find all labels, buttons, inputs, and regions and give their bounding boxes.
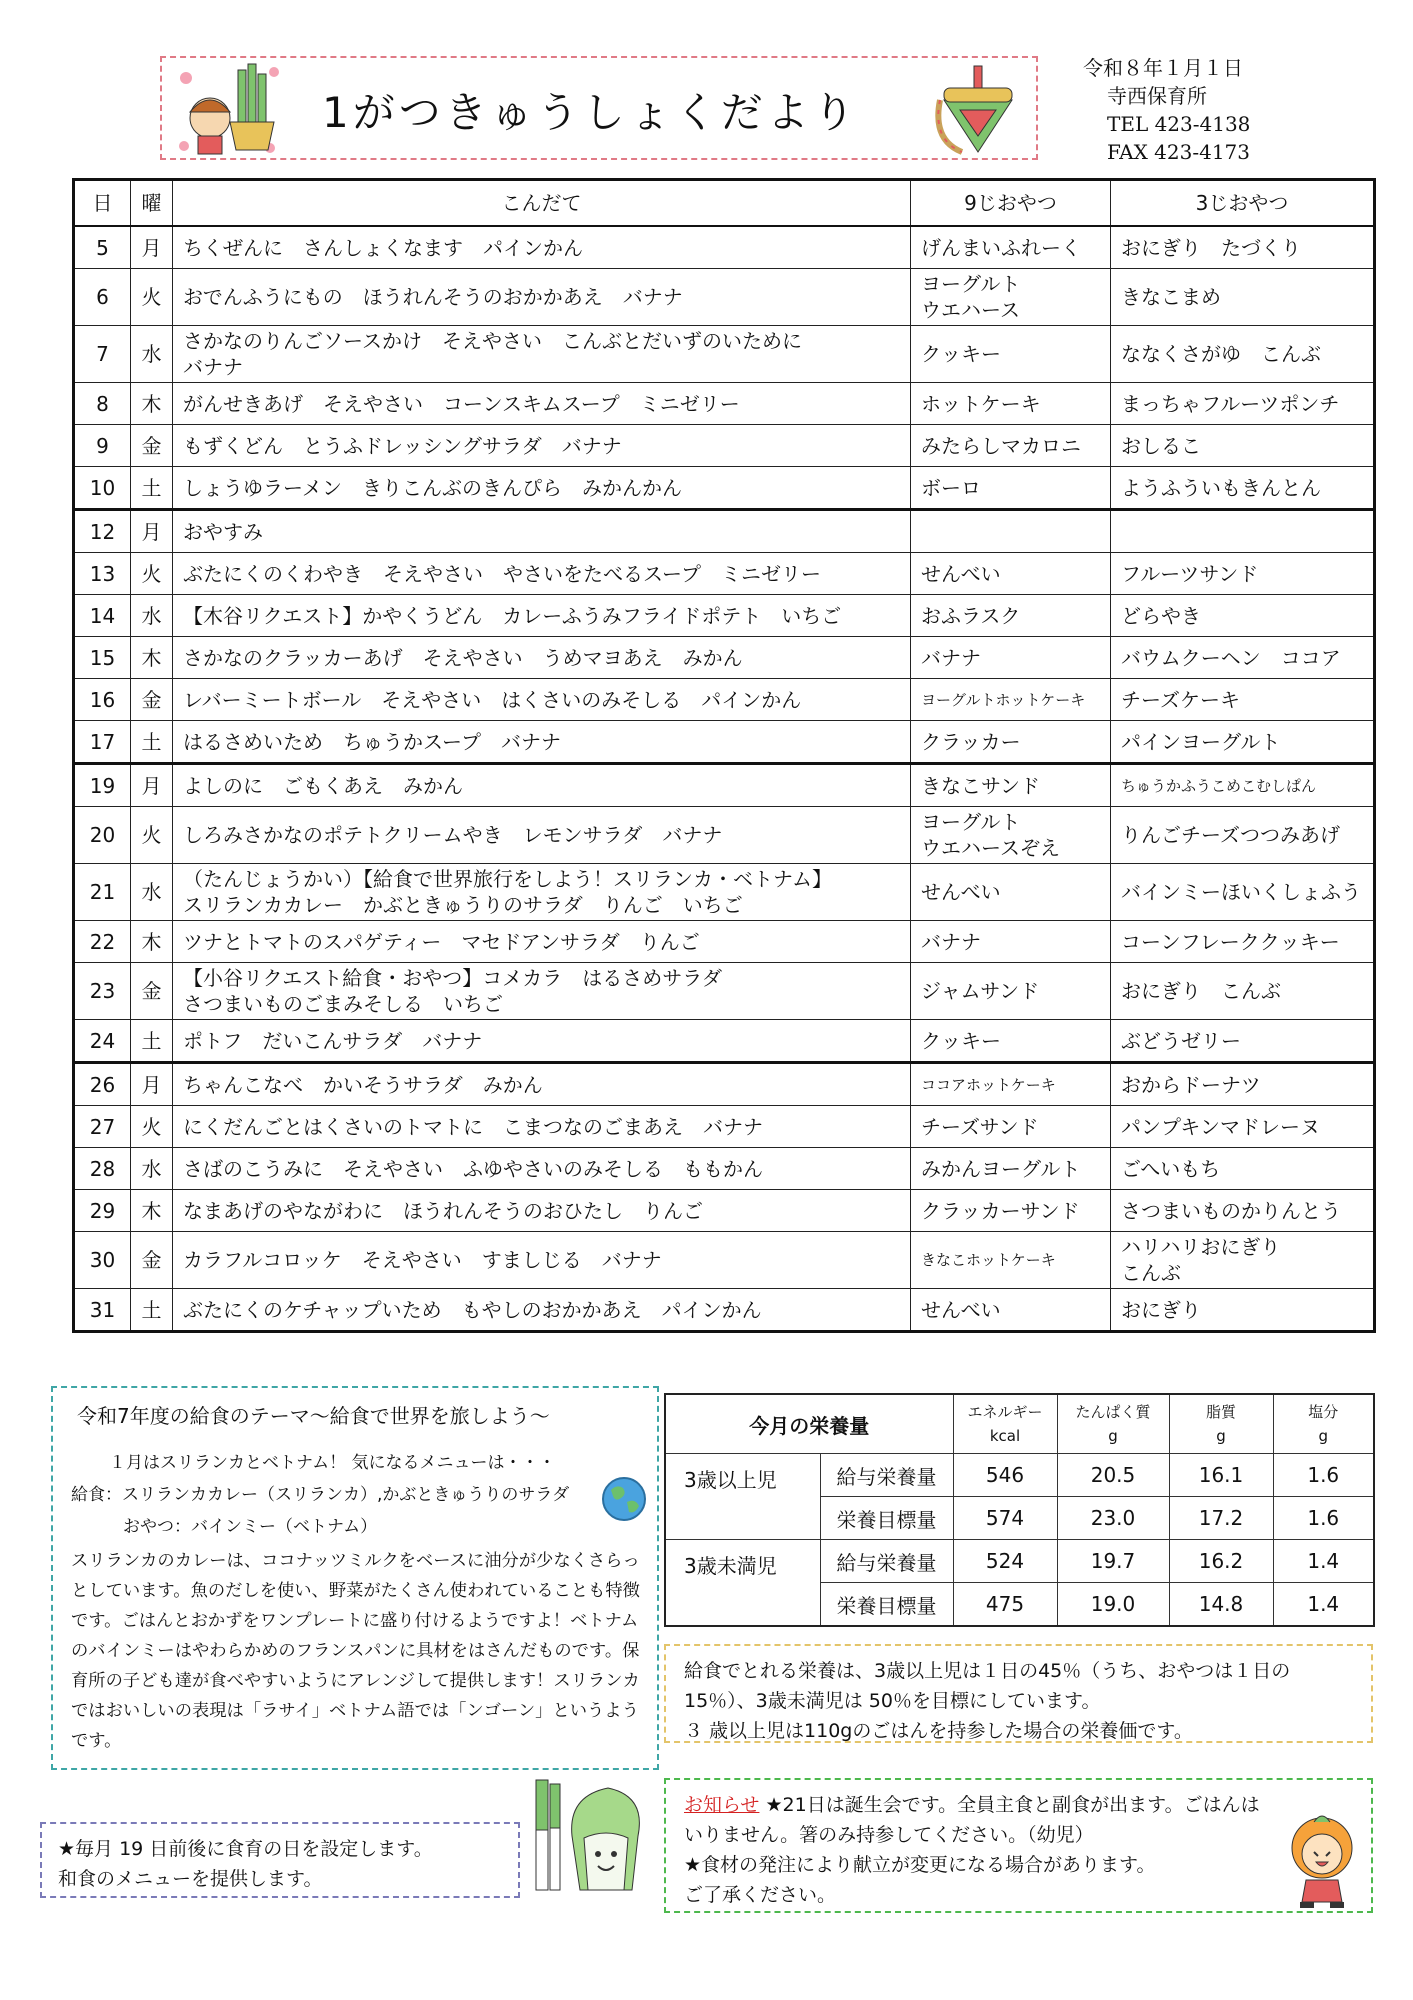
weekday-cell: 火 <box>131 553 173 595</box>
menu-cell: さかなのクラッカーあげ そえやさい うめマヨあえ みかん <box>173 637 911 679</box>
snack-9am-cell: げんまいふれーく <box>911 226 1111 269</box>
menu-cell: はるさめいため ちゅうかスープ バナナ <box>173 721 911 764</box>
day-cell: 12 <box>74 510 131 553</box>
menu-cell: しょうゆラーメン きりこんぶのきんぴら みかんかん <box>173 467 911 510</box>
snack-3pm-cell: まっちゃフルーツポンチ <box>1111 383 1375 425</box>
menu-cell: がんせきあげ そえやさい コーンスキムスープ ミニゼリー <box>173 383 911 425</box>
nutrient-value: 23.0 <box>1057 1497 1169 1540</box>
issue-date: 令和８年１月１日 <box>1083 56 1243 80</box>
food-education-line2: 和食のメニューを提供します。 <box>58 1868 323 1890</box>
day-cell: 17 <box>74 721 131 764</box>
snack-3pm-cell: バウムクーヘン ココア <box>1111 637 1375 679</box>
nutrient-value: 546 <box>953 1454 1057 1497</box>
header-snack-3pm: 3じおやつ <box>1111 180 1375 227</box>
nutrient-value: 14.8 <box>1169 1583 1273 1627</box>
nutrition-kind: 栄養目標量 <box>820 1583 953 1627</box>
nutrition-note-line2: 15％）、3歳未満児は 50％を目標にしています。 <box>684 1690 1101 1712</box>
nutrition-row <box>665 1454 1374 1497</box>
theme-intro: １月はスリランカとベトナム！ 気になるメニューは・・・ <box>109 1453 556 1473</box>
nutrition-header-row <box>665 1394 1374 1454</box>
nutrient-name: エネルギー <box>967 1403 1043 1421</box>
mikan-girl-icon <box>1278 1808 1366 1910</box>
notice-label: お知らせ <box>684 1794 760 1816</box>
age-group-label: 3歳以上児 <box>665 1454 820 1540</box>
snack-9am-cell: せんべい <box>911 1289 1111 1332</box>
nutrition-title: 今月の栄養量 <box>665 1394 953 1454</box>
snack-3pm-cell: どらやき <box>1111 595 1375 637</box>
snack-9am-cell: クラッカーサンド <box>911 1190 1111 1232</box>
snack-3pm-cell: ハリハリおにぎり こんぶ <box>1111 1232 1375 1289</box>
menu-row <box>74 764 1375 807</box>
weekday-cell: 金 <box>131 679 173 721</box>
menu-row <box>74 269 1375 326</box>
kadomatsu-girl-icon <box>170 60 290 158</box>
snack-9am-cell: きなこホットケーキ <box>911 1232 1111 1289</box>
menu-cell: ぶたにくのくわやき そえやさい やさいをたべるスープ ミニゼリー <box>173 553 911 595</box>
weekday-cell: 月 <box>131 510 173 553</box>
menu-row <box>74 553 1375 595</box>
nutrient-header <box>1273 1394 1374 1454</box>
nutrition-note-line3: ３ 歳以上児は110gのごはんを持参した場合の栄養価です。 <box>684 1720 1193 1742</box>
menu-cell: よしのに ごもくあえ みかん <box>173 764 911 807</box>
header-menu: こんだて <box>173 180 911 227</box>
spinning-top-icon <box>922 60 1032 158</box>
nutrition-kind: 給与栄養量 <box>820 1540 953 1583</box>
menu-row <box>74 1289 1375 1332</box>
weekday-cell: 月 <box>131 764 173 807</box>
day-cell: 29 <box>74 1190 131 1232</box>
nutrient-unit: g <box>1318 1427 1329 1445</box>
menu-cell: ちくぜんに さんしょくなます パインかん <box>173 226 911 269</box>
globe-icon <box>601 1476 647 1522</box>
day-cell: 21 <box>74 864 131 921</box>
weekday-cell: 水 <box>131 864 173 921</box>
day-cell: 24 <box>74 1020 131 1063</box>
menu-table <box>72 178 1376 1333</box>
nutrient-unit: kcal <box>989 1427 1021 1445</box>
nutrition-note <box>664 1644 1373 1743</box>
weekday-cell: 金 <box>131 1232 173 1289</box>
nutrient-value: 16.2 <box>1169 1540 1273 1583</box>
snack-9am-cell: ホットケーキ <box>911 383 1111 425</box>
day-cell: 28 <box>74 1148 131 1190</box>
snack-9am-cell: ヨーグルトホットケーキ <box>911 679 1111 721</box>
snack-9am-cell: ココアホットケーキ <box>911 1063 1111 1106</box>
snack-3pm-cell: フルーツサンド <box>1111 553 1375 595</box>
snack-9am-cell: バナナ <box>911 637 1111 679</box>
food-education-note <box>40 1822 520 1898</box>
nutrient-value: 17.2 <box>1169 1497 1273 1540</box>
menu-cell: 【木谷リクエスト】かやくうどん カレーふうみフライドポテト いちご <box>173 595 911 637</box>
fax: FAX 423-4173 <box>1107 140 1251 164</box>
menu-header-row <box>74 180 1375 227</box>
menu-row <box>74 1190 1375 1232</box>
nutrient-value: 574 <box>953 1497 1057 1540</box>
day-cell: 10 <box>74 467 131 510</box>
snack-3pm-cell <box>1111 510 1375 553</box>
day-cell: 5 <box>74 226 131 269</box>
snack-9am-cell: ヨーグルト ウエハース <box>911 269 1111 326</box>
age-group-label: 3歳未満児 <box>665 1540 820 1627</box>
weekday-cell: 土 <box>131 1020 173 1063</box>
nutrient-value: 475 <box>953 1583 1057 1627</box>
menu-cell: 【小谷リクエスト給食・おやつ】コメカラ はるさめサラダ さつまいものごまみそしる いちご <box>173 963 911 1020</box>
day-cell: 8 <box>74 383 131 425</box>
snack-9am-cell: せんべい <box>911 553 1111 595</box>
weekday-cell: 水 <box>131 326 173 383</box>
snack-9am-cell: クッキー <box>911 1020 1111 1063</box>
nutrition-row <box>665 1540 1374 1583</box>
weekday-cell: 水 <box>131 1148 173 1190</box>
menu-cell: しろみさかなのポテトクリームやき レモンサラダ バナナ <box>173 807 911 864</box>
day-cell: 30 <box>74 1232 131 1289</box>
page-title: 1がつきゅうしょくだより <box>322 88 859 137</box>
menu-cell: ツナとトマトのスパゲティー マセドアンサラダ りんご <box>173 921 911 963</box>
monthly-theme-box <box>51 1386 659 1770</box>
day-cell: 27 <box>74 1106 131 1148</box>
weekday-cell: 土 <box>131 1289 173 1332</box>
menu-row <box>74 1232 1375 1289</box>
day-cell: 26 <box>74 1063 131 1106</box>
menu-row <box>74 467 1375 510</box>
menu-cell: ポトフ だいこんサラダ バナナ <box>173 1020 911 1063</box>
snack-3pm-cell: おにぎり こんぶ <box>1111 963 1375 1020</box>
menu-cell: にくだんごとはくさいのトマトに こまつなのごまあえ バナナ <box>173 1106 911 1148</box>
menu-cell: さばのこうみに そえやさい ふゆやさいのみそしる ももかん <box>173 1148 911 1190</box>
day-cell: 23 <box>74 963 131 1020</box>
snack-3pm-cell: きなこまめ <box>1111 269 1375 326</box>
snack-9am-cell: おふラスク <box>911 595 1111 637</box>
theme-lunch: 給食：スリランカカレー（スリランカ）,かぶときゅうりのサラダ <box>71 1485 570 1505</box>
snack-3pm-cell: パンプキンマドレーヌ <box>1111 1106 1375 1148</box>
snack-9am-cell: きなこサンド <box>911 764 1111 807</box>
day-cell: 31 <box>74 1289 131 1332</box>
menu-row <box>74 1063 1375 1106</box>
nutrient-header <box>1057 1394 1169 1454</box>
title-banner <box>160 56 1038 160</box>
theme-heading: 令和7年度の給食のテーマ～給食で世界を旅しよう～ <box>77 1404 550 1428</box>
snack-3pm-cell: おからドーナツ <box>1111 1063 1375 1106</box>
menu-cell: レバーミートボール そえやさい はくさいのみそしる パインかん <box>173 679 911 721</box>
weekday-cell: 水 <box>131 595 173 637</box>
weekday-cell: 月 <box>131 1063 173 1106</box>
menu-row <box>74 510 1375 553</box>
menu-row <box>74 963 1375 1020</box>
snack-3pm-cell: チーズケーキ <box>1111 679 1375 721</box>
notice-line1: ★21日は誕生会です。全員主食と副食が出ます。ごはんは <box>765 1794 1260 1816</box>
menu-cell: おでんふうにもの ほうれんそうのおかかあえ バナナ <box>173 269 911 326</box>
nutrient-value: 1.6 <box>1273 1454 1374 1497</box>
nutrition-note-line1: 給食でとれる栄養は、3歳以上児は１日の45％（うち、おやつは１日の <box>684 1660 1291 1682</box>
menu-row <box>74 383 1375 425</box>
nutrient-value: 19.7 <box>1057 1540 1169 1583</box>
weekday-cell: 木 <box>131 1190 173 1232</box>
weekday-cell: 金 <box>131 963 173 1020</box>
facility-name: 寺西保育所 <box>1107 84 1207 108</box>
header-snack-9am: 9じおやつ <box>911 180 1111 227</box>
snack-3pm-cell: ぶどうゼリー <box>1111 1020 1375 1063</box>
snack-9am-cell: ヨーグルト ウエハースぞえ <box>911 807 1111 864</box>
theme-snack: おやつ：バインミー（ベトナム） <box>123 1517 378 1537</box>
menu-row <box>74 807 1375 864</box>
day-cell: 14 <box>74 595 131 637</box>
weekday-cell: 火 <box>131 807 173 864</box>
menu-cell: カラフルコロッケ そえやさい すましじる バナナ <box>173 1232 911 1289</box>
day-cell: 20 <box>74 807 131 864</box>
menu-cell: ぶたにくのケチャップいため もやしのおかかあえ パインかん <box>173 1289 911 1332</box>
nutrient-header <box>1169 1394 1273 1454</box>
menu-row <box>74 425 1375 467</box>
day-cell: 16 <box>74 679 131 721</box>
day-cell: 15 <box>74 637 131 679</box>
nutrient-name: 脂質 <box>1205 1403 1236 1421</box>
nutrient-value: 1.6 <box>1273 1497 1374 1540</box>
menu-cell: （たんじょうかい）【給食で世界旅行をしよう！スリランカ・ベトナム】 スリランカカレー かぶときゅうりのサラダ りんご いちご <box>173 864 911 921</box>
snack-9am-cell: クラッカー <box>911 721 1111 764</box>
weekday-cell: 月 <box>131 226 173 269</box>
weekday-cell: 金 <box>131 425 173 467</box>
snack-3pm-cell: ななくさがゆ こんぶ <box>1111 326 1375 383</box>
snack-3pm-cell: おにぎり <box>1111 1289 1375 1332</box>
snack-3pm-cell: バインミーほいくしょふう <box>1111 864 1375 921</box>
header-weekday: 曜 <box>131 180 173 227</box>
theme-description: スリランカのカレーは、ココナッツミルクをベースに油分が少なくさらっとしています。魚のだしを使い、野菜がたくさん使われていることも特徴です。ごはんとおかずをワンプレートに盛り付けるようですよ！ベトナムのバインミーはやわらかめのフランスパンに具材をはさんだものです。保育所の子ども達が食べやすいようにアレンジして提供します！スリランカではおいしいの表現は「ラサイ」ベトナム語では「ンゴーン」というようです。 <box>71 1551 640 1751</box>
notice-line2: いりません。箸のみ持参してください。（幼児） <box>684 1824 1094 1846</box>
day-cell: 22 <box>74 921 131 963</box>
weekday-cell: 火 <box>131 1106 173 1148</box>
header-day: 日 <box>74 180 131 227</box>
snack-3pm-cell: パインヨーグルト <box>1111 721 1375 764</box>
menu-cell: おやすみ <box>173 510 911 553</box>
menu-row <box>74 226 1375 269</box>
snack-3pm-cell: さつまいものかりんとう <box>1111 1190 1375 1232</box>
nutrition-kind: 栄養目標量 <box>820 1497 953 1540</box>
notice-box <box>664 1778 1373 1913</box>
notice-line3: ★食材の発注により献立が変更になる場合があります。 <box>684 1854 1156 1876</box>
snack-3pm-cell: おにぎり たづくり <box>1111 226 1375 269</box>
nutrient-value: 19.0 <box>1057 1583 1169 1627</box>
nutrient-name: 塩分 <box>1308 1403 1339 1421</box>
weekday-cell: 木 <box>131 383 173 425</box>
food-education-line1: ★毎月 19 日前後に食育の日を設定します。 <box>58 1838 433 1860</box>
day-cell: 6 <box>74 269 131 326</box>
day-cell: 19 <box>74 764 131 807</box>
weekday-cell: 火 <box>131 269 173 326</box>
snack-3pm-cell: りんごチーズつつみあげ <box>1111 807 1375 864</box>
snack-3pm-cell: コーンフレーククッキー <box>1111 921 1375 963</box>
snack-3pm-cell: ようふういもきんとん <box>1111 467 1375 510</box>
menu-row <box>74 326 1375 383</box>
notice-line4: ご了承ください。 <box>684 1884 837 1906</box>
nutrient-value: 1.4 <box>1273 1540 1374 1583</box>
nutrition-kind: 給与栄養量 <box>820 1454 953 1497</box>
vegetables-icon <box>528 1776 648 1898</box>
menu-cell: なまあげのやながわに ほうれんそうのおひたし りんご <box>173 1190 911 1232</box>
menu-row <box>74 864 1375 921</box>
snack-9am-cell: バナナ <box>911 921 1111 963</box>
snack-9am-cell: せんべい <box>911 864 1111 921</box>
telephone: TEL 423-4138 <box>1107 112 1251 136</box>
nutrient-unit: g <box>1216 1427 1226 1445</box>
menu-row <box>74 1106 1375 1148</box>
day-cell: 7 <box>74 326 131 383</box>
issue-info <box>1083 54 1250 166</box>
menu-row <box>74 1148 1375 1190</box>
snack-9am-cell: ジャムサンド <box>911 963 1111 1020</box>
nutrient-unit: g <box>1108 1427 1118 1445</box>
snack-9am-cell <box>911 510 1111 553</box>
menu-row <box>74 679 1375 721</box>
nutrient-name: たんぱく質 <box>1075 1403 1151 1421</box>
menu-cell: さかなのりんごソースかけ そえやさい こんぶとだいずのいために バナナ <box>173 326 911 383</box>
nutrient-value: 20.5 <box>1057 1454 1169 1497</box>
snack-3pm-cell: おしるこ <box>1111 425 1375 467</box>
menu-cell: ちゃんこなべ かいそうサラダ みかん <box>173 1063 911 1106</box>
nutrition-table <box>664 1393 1375 1627</box>
weekday-cell: 木 <box>131 637 173 679</box>
snack-3pm-cell: ごへいもち <box>1111 1148 1375 1190</box>
snack-9am-cell: みたらしマカロニ <box>911 425 1111 467</box>
nutrient-value: 524 <box>953 1540 1057 1583</box>
menu-row <box>74 1020 1375 1063</box>
day-cell: 9 <box>74 425 131 467</box>
menu-cell: もずくどん とうふドレッシングサラダ バナナ <box>173 425 911 467</box>
snack-9am-cell: みかんヨーグルト <box>911 1148 1111 1190</box>
menu-row <box>74 721 1375 764</box>
menu-row <box>74 921 1375 963</box>
menu-row <box>74 595 1375 637</box>
snack-3pm-cell: ちゅうかふうこめこむしぱん <box>1111 764 1375 807</box>
nutrient-header <box>953 1394 1057 1454</box>
weekday-cell: 木 <box>131 921 173 963</box>
day-cell: 13 <box>74 553 131 595</box>
weekday-cell: 土 <box>131 467 173 510</box>
nutrient-value: 1.4 <box>1273 1583 1374 1627</box>
weekday-cell: 土 <box>131 721 173 764</box>
snack-9am-cell: クッキー <box>911 326 1111 383</box>
nutrient-value: 16.1 <box>1169 1454 1273 1497</box>
menu-row <box>74 637 1375 679</box>
snack-9am-cell: ボーロ <box>911 467 1111 510</box>
snack-9am-cell: チーズサンド <box>911 1106 1111 1148</box>
